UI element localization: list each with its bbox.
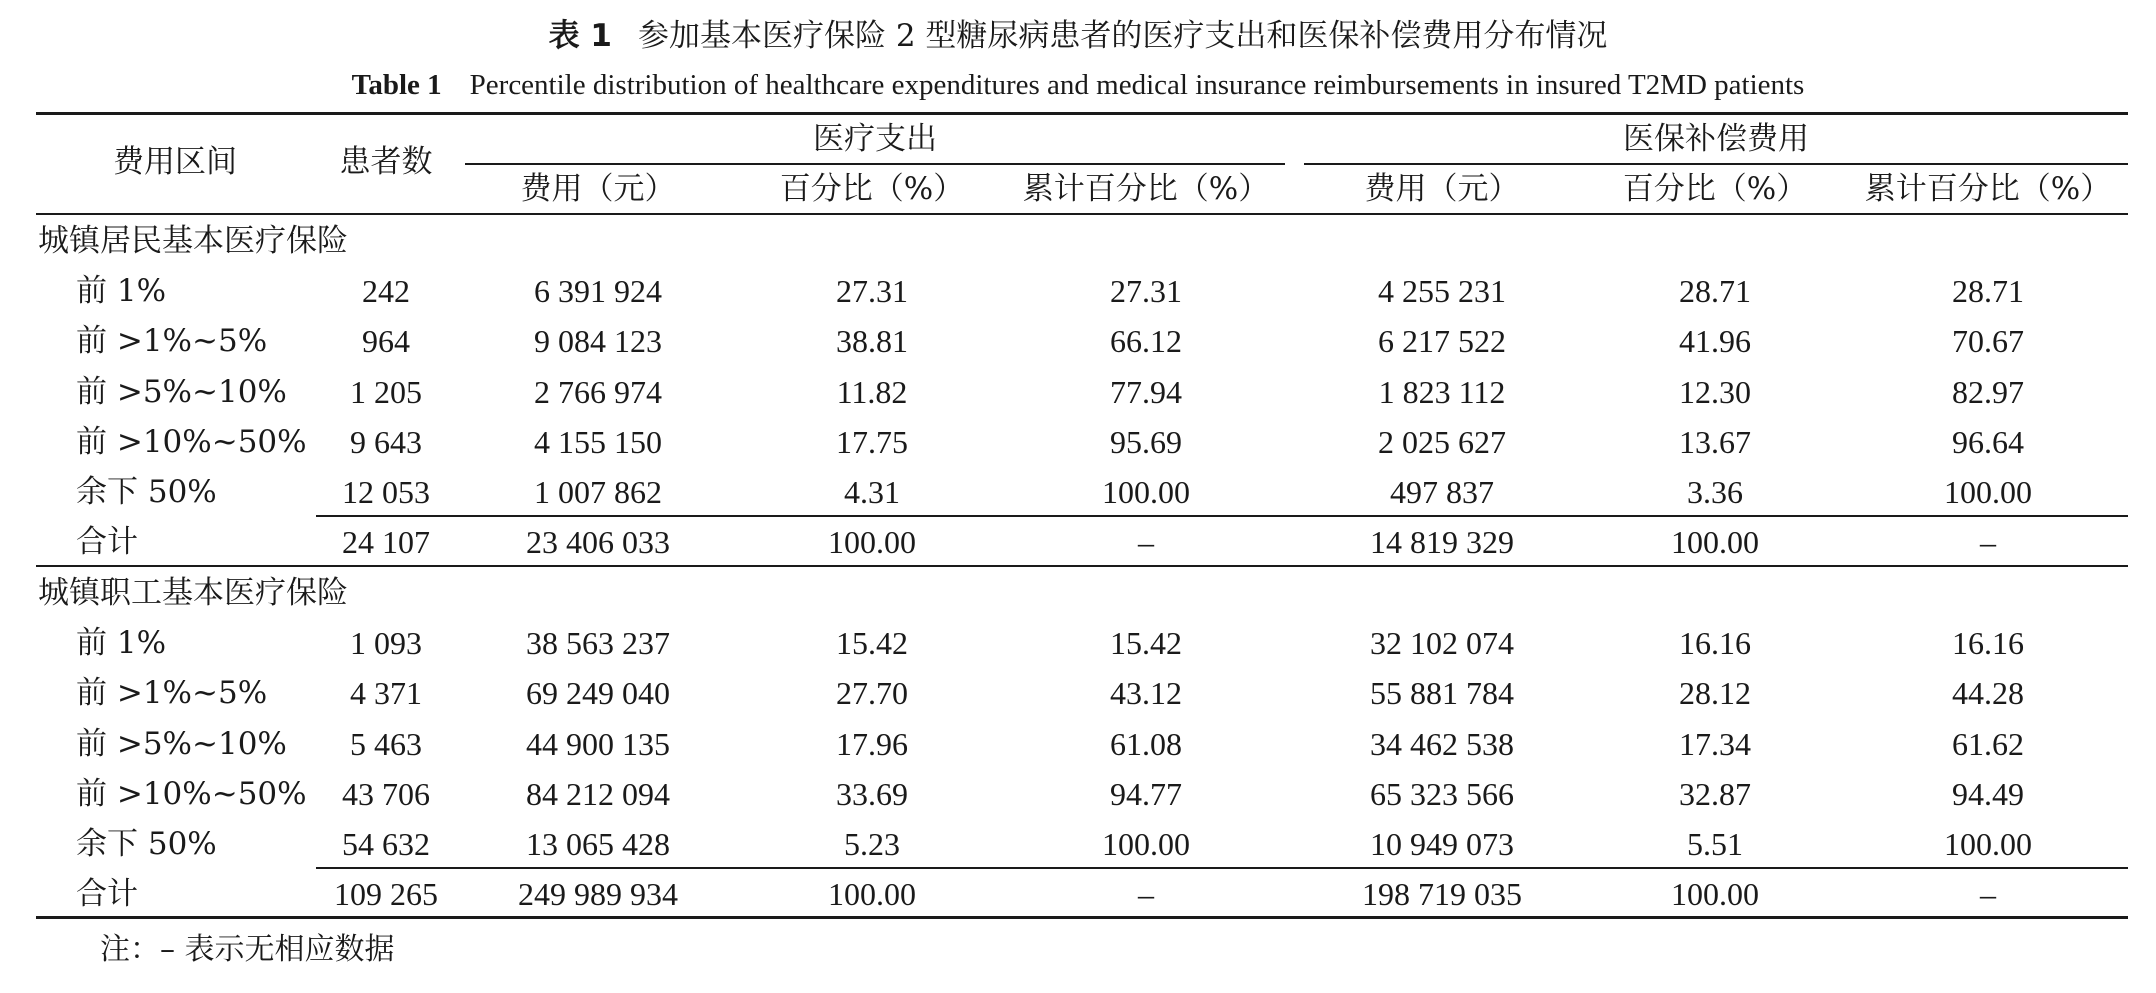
section1-total-rule [316, 515, 2128, 517]
top-rule [36, 112, 2128, 115]
table-cell: 17.96 [836, 725, 908, 762]
table-cell: 13.67 [1679, 423, 1751, 460]
table-cell: 11.82 [836, 373, 908, 410]
table-cell: 44.28 [1952, 675, 2024, 712]
row-range-label: 前 1% [76, 625, 167, 662]
header-sub-6: 累计百分比（%） [1864, 171, 2112, 207]
table-cell: 65 323 566 [1370, 775, 1514, 812]
table-cell: 43.12 [1110, 675, 1182, 712]
row-range-label: 前 >1%~5% [76, 323, 268, 360]
row-range-label: 前 >5%~10% [76, 725, 287, 762]
table-cell: 34 462 538 [1370, 725, 1514, 762]
table-cell: 77.94 [1110, 373, 1182, 410]
table-cell: 61.08 [1110, 725, 1182, 762]
table-cell: 1 007 862 [534, 474, 662, 510]
section2-total-rule [316, 867, 2128, 869]
table-cell: 16.16 [1952, 625, 2024, 662]
row-range-label: 前 >1%~5% [76, 675, 268, 712]
table-cell: 27.31 [836, 273, 908, 310]
total-cell: 100.00 [1671, 876, 1759, 913]
section1-bottom-rule [36, 565, 2128, 567]
total-row-label: 合计 [76, 876, 138, 913]
header-sub-4: 费用（元） [1364, 171, 1520, 207]
table-cell: 41.96 [1679, 323, 1751, 360]
table-cell: 33.69 [836, 775, 908, 812]
table-cell: 4 155 150 [534, 423, 662, 460]
total-cell: – [1138, 876, 1154, 913]
table-title-cn [0, 14, 2156, 58]
table-cell: 9 084 123 [534, 323, 662, 360]
table-cell: 17.34 [1679, 725, 1751, 762]
table-cell: 5 463 [350, 725, 422, 762]
expenditure-group-underline [465, 163, 1285, 165]
table-cell: 94.77 [1110, 775, 1182, 812]
table-title-en [0, 65, 2156, 105]
section-title: 城镇职工基本医疗保险 [38, 575, 348, 611]
total-cell: 14 819 329 [1370, 524, 1514, 561]
header-sub-2: 百分比（%） [779, 171, 965, 207]
table-cell: 1 823 112 [1378, 373, 1506, 410]
table-caption-en: Percentile distribution of healthcare expenditures and medical insurance reimbursements in insured T2MD patients [469, 69, 1805, 101]
total-cell: 23 406 033 [526, 524, 670, 561]
header-range: 费用区间 [113, 144, 237, 180]
bottom-rule [36, 916, 2128, 919]
table-cell: 70.67 [1952, 323, 2024, 360]
table-cell: 84 212 094 [526, 775, 670, 812]
table-cell: 96.64 [1952, 423, 2024, 460]
table-cell: 27.31 [1110, 273, 1182, 310]
table-label-en: Table 1 [351, 69, 442, 101]
header-group-expenditure: 医疗支出 [813, 121, 937, 157]
reimbursement-group-underline [1304, 163, 2128, 165]
table-cell: 95.69 [1110, 423, 1182, 460]
table-cell: 15.42 [836, 625, 908, 662]
total-cell: 100.00 [1671, 524, 1759, 561]
total-cell: – [1980, 524, 1996, 561]
table-cell: 27.70 [836, 675, 908, 712]
header-sub-1: 费用（元） [520, 171, 676, 207]
table-cell: 32 102 074 [1370, 625, 1514, 662]
table-cell: 964 [362, 323, 410, 360]
total-cell: 249 989 934 [518, 876, 678, 913]
header-bottom-rule [36, 213, 2128, 215]
header-sub-5: 百分比（%） [1622, 171, 1808, 207]
table-cell: 28.71 [1952, 273, 2024, 310]
table-cell: 16.16 [1679, 625, 1751, 662]
table-cell: 43 706 [342, 775, 430, 812]
table-cell: 100.00 [1102, 474, 1190, 510]
row-range-label: 余下 50% [76, 474, 217, 510]
header-patients: 患者数 [339, 144, 433, 180]
table-cell: 82.97 [1952, 373, 2024, 410]
table-cell: 94.49 [1952, 775, 2024, 812]
table-cell: 100.00 [1944, 474, 2032, 510]
row-range-label: 前 >10%~50% [76, 423, 307, 460]
table-cell: 4 255 231 [1378, 273, 1506, 310]
row-range-label: 余下 50% [76, 826, 217, 862]
table-cell: 10 949 073 [1370, 826, 1514, 862]
table-label-cn: 表 1 [548, 18, 612, 54]
table-cell: 12 053 [342, 474, 430, 510]
total-cell: 109 265 [334, 876, 438, 913]
table-cell: 54 632 [342, 826, 430, 862]
table-note: 注：– 表示无相应数据 [100, 932, 395, 967]
table-cell: 38.81 [836, 323, 908, 360]
table-cell: 6 217 522 [1378, 323, 1506, 360]
section-title: 城镇居民基本医疗保险 [38, 223, 348, 259]
table-cell: 12.30 [1679, 373, 1751, 410]
table-cell: 100.00 [1102, 826, 1190, 862]
table-cell: 100.00 [1944, 826, 2032, 862]
table-cell: 6 391 924 [534, 273, 662, 310]
total-cell: 100.00 [828, 524, 916, 561]
table-cell: 3.36 [1687, 474, 1743, 510]
table-cell: 17.75 [836, 423, 908, 460]
table-cell: 4.31 [844, 474, 900, 510]
table-cell: 61.62 [1952, 725, 2024, 762]
table-cell: 4 371 [350, 675, 422, 712]
row-range-label: 前 1% [76, 273, 167, 310]
total-cell: 198 719 035 [1362, 876, 1522, 913]
row-range-label: 前 >10%~50% [76, 775, 307, 812]
total-cell: – [1980, 876, 1996, 913]
header-sub-3: 累计百分比（%） [1022, 171, 1270, 207]
table-cell: 15.42 [1110, 625, 1182, 662]
header-group-reimbursement: 医保补偿费用 [1623, 121, 1809, 157]
table-cell: 2 025 627 [1378, 423, 1506, 460]
table-cell: 66.12 [1110, 323, 1182, 360]
table-cell: 9 643 [350, 423, 422, 460]
table-cell: 497 837 [1390, 474, 1494, 510]
table-cell: 69 249 040 [526, 675, 670, 712]
table-cell: 2 766 974 [534, 373, 662, 410]
row-range-label: 前 >5%~10% [76, 373, 287, 410]
table-caption-cn: 参加基本医疗保险 2 型糖尿病患者的医疗支出和医保补偿费用分布情况 [637, 18, 1608, 54]
table-cell: 38 563 237 [526, 625, 670, 662]
total-cell: – [1138, 524, 1154, 561]
table-cell: 5.51 [1687, 826, 1743, 862]
table-cell: 44 900 135 [526, 725, 670, 762]
table-cell: 1 205 [350, 373, 422, 410]
total-row-label: 合计 [76, 524, 138, 561]
table-cell: 1 093 [350, 625, 422, 662]
table-cell: 13 065 428 [526, 826, 670, 862]
table-cell: 28.12 [1679, 675, 1751, 712]
total-cell: 100.00 [828, 876, 916, 913]
table-cell: 242 [362, 273, 410, 310]
table-cell: 32.87 [1679, 775, 1751, 812]
table-cell: 28.71 [1679, 273, 1751, 310]
table-cell: 5.23 [844, 826, 900, 862]
table-cell: 55 881 784 [1370, 675, 1514, 712]
total-cell: 24 107 [342, 524, 430, 561]
